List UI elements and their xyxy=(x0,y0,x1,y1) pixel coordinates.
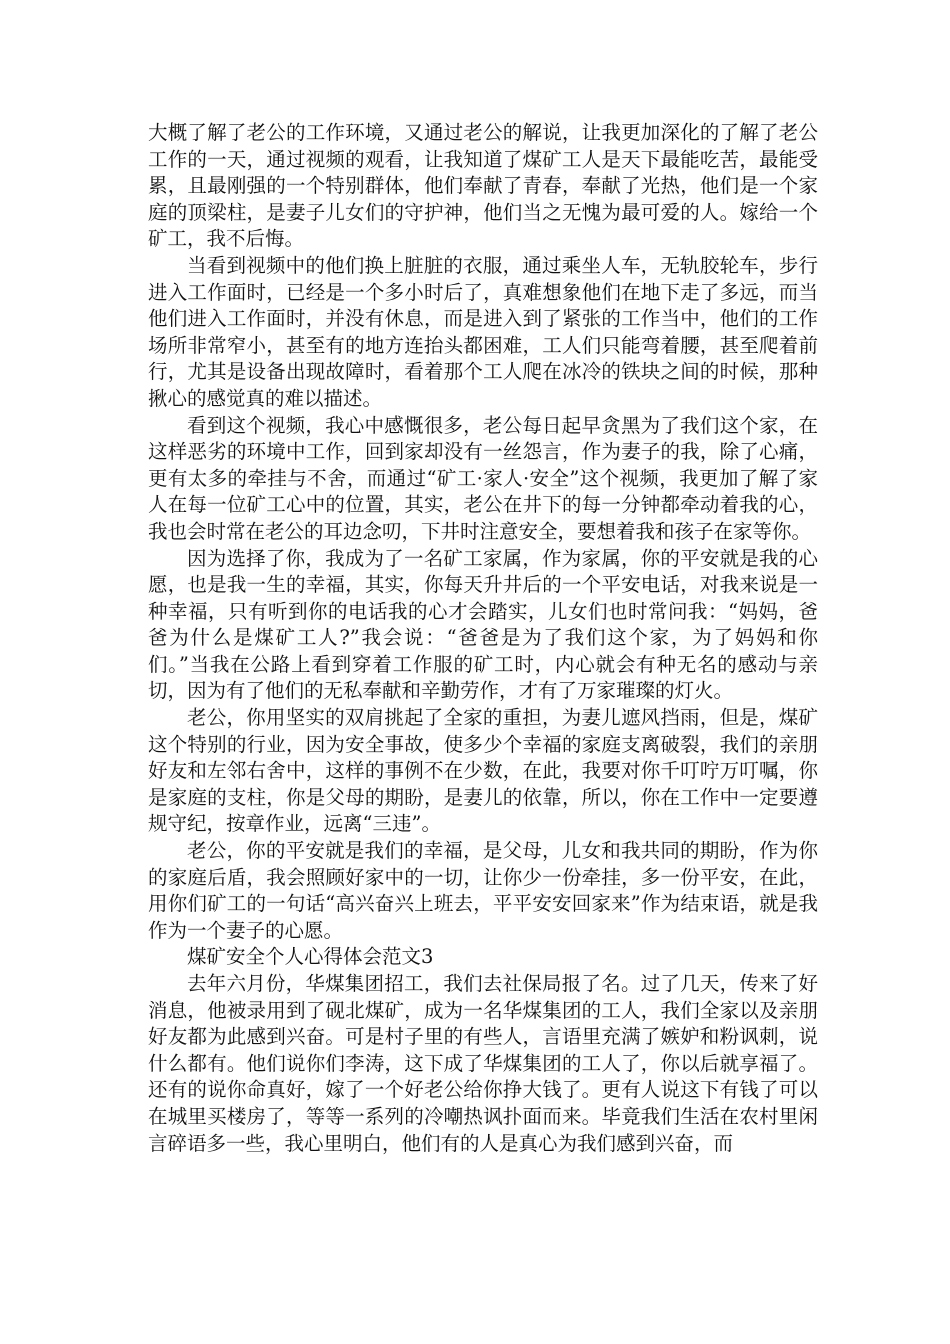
section-heading: 煤矿安全个人心得体会范文3 xyxy=(187,945,434,969)
paragraph: 老公，你用坚实的双肩挑起了全家的重担，为妻儿遮风挡雨，但是，煤矿这个特别的行业，因为安全事故，使多少个幸福的家庭支离破裂，我们的亲朋好友和左邻右舍中，这样的事例不在少数，在此，我要对你千叮咛万叮嘱，你是家庭的支柱，你是父母的期盼，是妻儿的依靠，所以，你在工作中一定要遵规守纪，按章作业，远离“三违”。 xyxy=(148,706,818,836)
paragraph: 去年六月份，华煤集团招工，我们去社保局报了名。过了几天，传来了好消息，他被录用到了砚北煤矿，成为一名华煤集团的工人，我们全家以及亲朋好友都为此感到兴奋。可是村子里的有些人，言语里充满了嫉妒和粉讽刺，说什么都有。他们说你们李涛，这下成了华煤集团的工人了，你以后就享福了。还有的说你命真好，嫁了一个好老公给你挣大钱了。更有人说这下有钱了可以在城里买楼房了，等等一系列的冷嘲热讽扑面而来。毕竟我们生活在农村里闲言碎语多一些，我心里明白，他们有的人是真心为我们感到兴奋，而 xyxy=(148,972,818,1155)
paragraph: 当看到视频中的他们换上脏脏的衣服，通过乘坐人车，无轨胶轮车，步行进入工作面时，已经是一个多小时后了，真难想象他们在地下走了多远，而当他们进入工作面时，并没有休息，而是进入到了紧张的工作当中，他们的工作场所非常窄小，甚至有的地方连抬头都困难，工人们只能弯着腰，甚至爬着前行，尤其是设备出现故障时，看着那个工人爬在冰冷的铁块之间的时候，那种揪心的感觉真的难以描述。 xyxy=(148,253,818,410)
document-page xyxy=(148,120,818,1157)
paragraph: 老公，你的平安就是我们的幸福，是父母，儿女和我共同的期盼，作为你的家庭后盾，我会照顾好家中的一切，让你少一份牵挂，多一份平安，在此，用你们矿工的一句话“高兴奋兴上班去，平平安安回家来”作为结束语，就是我作为一个妻子的心愿。 xyxy=(148,839,818,942)
paragraph: 因为选择了你，我成为了一名矿工家属，作为家属，你的平安就是我的心愿，也是我一生的幸福，其实，你每天升井后的一个平安电话，对我来说是一种幸福，只有听到你的电话我的心才会踏实，儿女们也时常问我：“妈妈，爸爸为什么是煤矿工人?”我会说：“爸爸是为了我们这个家，为了妈妈和你们。”当我在公路上看到穿着工作服的矿工时，内心就会有种无名的感动与亲切，因为有了他们的无私奉献和辛勤劳作，才有了万家璀璨的灯火。 xyxy=(148,546,818,703)
paragraph-continuation: 大概了解了老公的工作环境，又通过老公的解说，让我更加深化的了解了老公工作的一天，通过视频的观看，让我知道了煤矿工人是天下最能吃苦，最能受累，且最刚强的一个特别群体，他们奉献了青春，奉献了光热，他们是一个家庭的顶梁柱，是妻子儿女们的守护神，他们当之无愧为最可爱的人。嫁给一个矿工，我不后悔。 xyxy=(148,121,818,251)
paragraph: 看到这个视频，我心中感慨很多，老公每日起早贪黑为了我们这个家，在这样恶劣的环境中工作，回到家却没有一丝怨言，作为妻子的我，除了心痛，更有太多的牵挂与不舍，而通过“矿工·家人·安全”这个视频，我更加了解了家人在每一位矿工心中的位置，其实，老公在井下的每一分钟都牵动着我的心，我也会时常在老公的耳边念叨，下井时注意安全，要想着我和孩子在家等你。 xyxy=(148,413,818,543)
